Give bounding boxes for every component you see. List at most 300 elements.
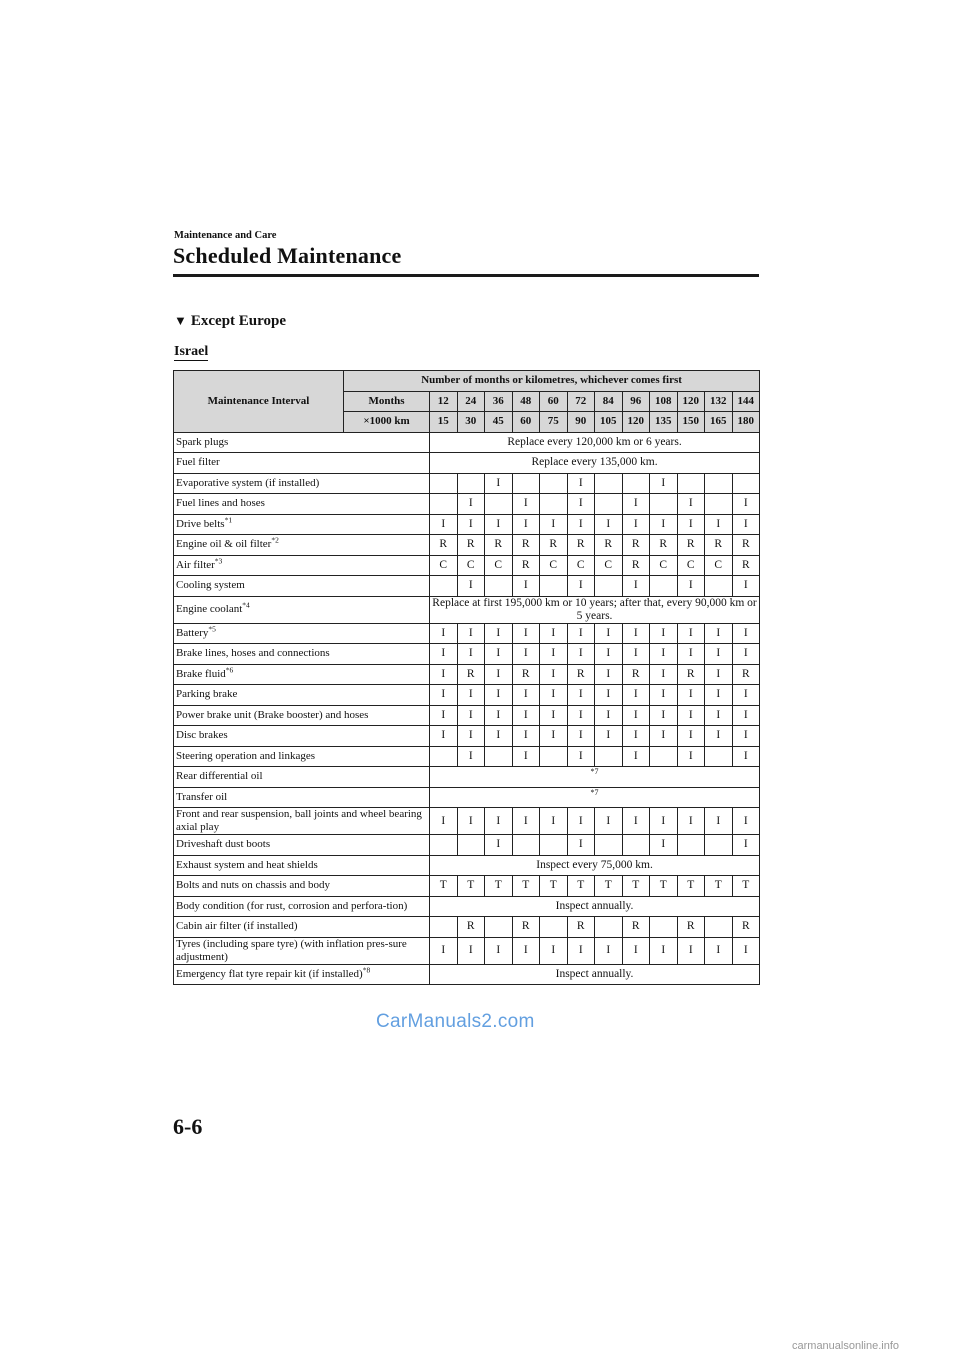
schedule-cell xyxy=(705,917,733,938)
table-row xyxy=(174,835,760,856)
maintenance-schedule-table xyxy=(173,370,760,985)
month-60: 60 xyxy=(540,391,568,412)
schedule-cell: R xyxy=(567,917,595,938)
schedule-cell: I xyxy=(732,623,760,644)
schedule-cell: I xyxy=(485,473,513,494)
item-text: Cooling system xyxy=(176,579,245,592)
schedule-cell: I xyxy=(567,473,595,494)
schedule-cell: I xyxy=(567,494,595,515)
schedule-cell: I xyxy=(512,726,540,747)
schedule-cell xyxy=(485,917,513,938)
schedule-cell: I xyxy=(457,705,485,726)
item-label xyxy=(174,917,430,938)
item-text: Rear differential oil xyxy=(176,770,263,783)
schedule-cell: I xyxy=(512,685,540,706)
schedule-cell: T xyxy=(677,876,705,897)
schedule-cell: I xyxy=(485,726,513,747)
item-label xyxy=(174,964,430,985)
schedule-cell: I xyxy=(732,835,760,856)
schedule-cell: R xyxy=(622,917,650,938)
schedule-cell: I xyxy=(512,514,540,535)
item-label xyxy=(174,664,430,685)
schedule-cell xyxy=(650,917,678,938)
schedule-cell: I xyxy=(595,726,623,747)
item-text: Air filter xyxy=(176,558,215,571)
schedule-cell xyxy=(430,746,458,767)
schedule-cell: R xyxy=(732,555,760,576)
km-150: 150 xyxy=(677,412,705,433)
schedule-cell: I xyxy=(567,644,595,665)
schedule-cell: I xyxy=(677,705,705,726)
schedule-cell: I xyxy=(677,937,705,964)
schedule-cell: I xyxy=(677,746,705,767)
item-text: Parking brake xyxy=(176,688,238,701)
interval-note: Inspect annually. xyxy=(430,896,760,917)
table-row xyxy=(174,555,760,576)
schedule-cell: R xyxy=(430,535,458,556)
schedule-cell: I xyxy=(732,644,760,665)
item-label xyxy=(174,726,430,747)
item-label xyxy=(174,596,430,623)
schedule-cell: R xyxy=(567,535,595,556)
schedule-cell: T xyxy=(430,876,458,897)
schedule-cell: I xyxy=(595,664,623,685)
schedule-cell: R xyxy=(677,664,705,685)
schedule-cell: I xyxy=(732,937,760,964)
table-row xyxy=(174,644,760,665)
schedule-cell: I xyxy=(732,576,760,597)
schedule-cell: C xyxy=(457,555,485,576)
month-48: 48 xyxy=(512,391,540,412)
schedule-cell: I xyxy=(622,746,650,767)
schedule-cell: R xyxy=(512,664,540,685)
interval-note: Replace every 120,000 km or 6 years. xyxy=(430,432,760,453)
item-text: Tyres (including spare tyre) (with inflation pres-sure adjustment) xyxy=(176,937,407,963)
table-row xyxy=(174,685,760,706)
schedule-cell: I xyxy=(430,937,458,964)
schedule-cell: I xyxy=(650,473,678,494)
footnote-ref: *2 xyxy=(271,535,279,545)
schedule-cell: I xyxy=(677,808,705,835)
footnote-ref: *7 xyxy=(590,767,599,777)
region-heading: Israel xyxy=(174,344,209,359)
schedule-cell: I xyxy=(677,623,705,644)
schedule-cell: I xyxy=(650,685,678,706)
schedule-cell xyxy=(457,473,485,494)
watermark: CarManuals2.com xyxy=(376,1011,535,1032)
schedule-cell xyxy=(540,576,568,597)
schedule-cell: I xyxy=(705,623,733,644)
footer-watermark: carmanualsonline.info xyxy=(792,1340,900,1352)
schedule-cell xyxy=(457,835,485,856)
item-label xyxy=(174,876,430,897)
schedule-cell: R xyxy=(457,917,485,938)
schedule-cell: I xyxy=(512,576,540,597)
subheading-text: Except Europe xyxy=(190,313,287,329)
table-row xyxy=(174,514,760,535)
schedule-cell xyxy=(705,494,733,515)
schedule-cell: R xyxy=(540,535,568,556)
month-72: 72 xyxy=(567,391,595,412)
schedule-cell: R xyxy=(622,535,650,556)
table-row xyxy=(174,473,760,494)
schedule-cell: C xyxy=(540,555,568,576)
schedule-cell: T xyxy=(540,876,568,897)
table-row xyxy=(174,855,760,876)
page-number: 6-6 xyxy=(173,1114,203,1139)
item-label xyxy=(174,623,430,644)
schedule-cell xyxy=(430,576,458,597)
item-text: Driveshaft dust boots xyxy=(176,838,271,851)
schedule-cell: I xyxy=(485,705,513,726)
schedule-cell: I xyxy=(540,685,568,706)
item-label xyxy=(174,576,430,597)
schedule-cell xyxy=(705,746,733,767)
table-row xyxy=(174,787,760,808)
interval-note xyxy=(430,767,760,788)
schedule-cell: R xyxy=(595,535,623,556)
schedule-cell: R xyxy=(512,917,540,938)
item-label xyxy=(174,835,430,856)
schedule-cell: I xyxy=(485,514,513,535)
schedule-cell: I xyxy=(595,623,623,644)
schedule-cell: I xyxy=(595,937,623,964)
interval-note: Replace every 135,000 km. xyxy=(430,453,760,474)
schedule-cell: I xyxy=(622,726,650,747)
schedule-cell: I xyxy=(677,685,705,706)
schedule-cell: I xyxy=(650,664,678,685)
table-row xyxy=(174,494,760,515)
schedule-cell: R xyxy=(732,664,760,685)
schedule-cell: I xyxy=(705,685,733,706)
schedule-cell: I xyxy=(457,937,485,964)
footnote-ref: *7 xyxy=(590,787,599,797)
schedule-cell: I xyxy=(677,494,705,515)
schedule-cell: I xyxy=(705,937,733,964)
schedule-cell xyxy=(540,494,568,515)
schedule-cell xyxy=(430,473,458,494)
schedule-cell: I xyxy=(540,808,568,835)
schedule-cell: T xyxy=(512,876,540,897)
schedule-cell: I xyxy=(485,808,513,835)
schedule-cell: I xyxy=(705,664,733,685)
schedule-cell xyxy=(650,746,678,767)
schedule-cell xyxy=(430,917,458,938)
schedule-cell: R xyxy=(677,917,705,938)
schedule-cell: I xyxy=(595,808,623,835)
table-row xyxy=(174,726,760,747)
schedule-cell: I xyxy=(512,494,540,515)
first-label: Number of months or kilometres, whichever comes first xyxy=(344,371,760,392)
item-label xyxy=(174,535,430,556)
item-text: Transfer oil xyxy=(176,790,228,803)
schedule-cell: I xyxy=(430,808,458,835)
schedule-cell: I xyxy=(457,808,485,835)
schedule-cell: I xyxy=(540,937,568,964)
km-135: 135 xyxy=(650,412,678,433)
months-label: Months xyxy=(344,391,430,412)
schedule-cell: I xyxy=(430,644,458,665)
km-75: 75 xyxy=(540,412,568,433)
item-label xyxy=(174,746,430,767)
month-144: 144 xyxy=(732,391,760,412)
km-180: 180 xyxy=(732,412,760,433)
schedule-cell xyxy=(485,576,513,597)
schedule-cell: I xyxy=(732,705,760,726)
schedule-cell: T xyxy=(622,876,650,897)
title-rule xyxy=(173,274,759,277)
schedule-cell: I xyxy=(650,705,678,726)
item-label xyxy=(174,937,430,964)
km-90: 90 xyxy=(567,412,595,433)
footnote-ref: *5 xyxy=(208,624,216,634)
schedule-cell: I xyxy=(622,623,650,644)
item-text: Front and rear suspension, ball joints and wheel bearing axial play xyxy=(176,808,422,833)
schedule-cell xyxy=(705,576,733,597)
schedule-cell: I xyxy=(430,685,458,706)
item-label xyxy=(174,555,430,576)
schedule-cell: I xyxy=(705,705,733,726)
schedule-cell: I xyxy=(457,685,485,706)
schedule-cell xyxy=(595,917,623,938)
table-row xyxy=(174,808,760,835)
schedule-cell: I xyxy=(567,746,595,767)
item-text: Spark plugs xyxy=(176,435,229,448)
item-label xyxy=(174,432,430,453)
item-text: Fuel lines and hoses xyxy=(176,497,265,510)
schedule-cell: I xyxy=(567,808,595,835)
item-text: Battery xyxy=(176,626,209,639)
schedule-cell xyxy=(677,473,705,494)
item-label xyxy=(174,685,430,706)
schedule-cell: R xyxy=(705,535,733,556)
item-text: Evaporative system (if installed) xyxy=(176,476,320,489)
item-text: Cabin air filter (if installed) xyxy=(176,920,298,933)
schedule-cell: I xyxy=(457,494,485,515)
table-row xyxy=(174,596,760,623)
triangle-down-icon: ▼ xyxy=(174,313,187,328)
schedule-cell: I xyxy=(677,576,705,597)
item-label xyxy=(174,896,430,917)
schedule-cell: I xyxy=(512,623,540,644)
subheading xyxy=(174,313,286,330)
schedule-cell: I xyxy=(567,726,595,747)
schedule-cell: R xyxy=(650,535,678,556)
schedule-cell: R xyxy=(512,535,540,556)
schedule-cell xyxy=(595,494,623,515)
item-text: Exhaust system and heat shields xyxy=(176,858,318,871)
schedule-cell: T xyxy=(595,876,623,897)
schedule-cell: I xyxy=(622,494,650,515)
item-label xyxy=(174,767,430,788)
schedule-cell: C xyxy=(595,555,623,576)
schedule-cell: I xyxy=(595,514,623,535)
schedule-cell: I xyxy=(485,623,513,644)
schedule-cell: I xyxy=(485,937,513,964)
schedule-cell xyxy=(540,835,568,856)
schedule-cell: I xyxy=(540,644,568,665)
schedule-cell: T xyxy=(567,876,595,897)
schedule-cell: C xyxy=(485,555,513,576)
schedule-cell: C xyxy=(677,555,705,576)
header-row-first xyxy=(174,371,760,392)
schedule-cell: I xyxy=(650,808,678,835)
schedule-cell: I xyxy=(732,746,760,767)
schedule-cell: R xyxy=(457,535,485,556)
schedule-cell xyxy=(650,494,678,515)
schedule-cell: I xyxy=(622,685,650,706)
item-label xyxy=(174,855,430,876)
schedule-cell xyxy=(485,494,513,515)
schedule-cell xyxy=(595,746,623,767)
table-row xyxy=(174,576,760,597)
schedule-cell: R xyxy=(732,917,760,938)
schedule-cell: I xyxy=(512,937,540,964)
schedule-cell: I xyxy=(650,937,678,964)
schedule-cell: T xyxy=(457,876,485,897)
item-label xyxy=(174,705,430,726)
item-text: Engine oil & oil filter xyxy=(176,538,272,551)
schedule-cell: I xyxy=(540,705,568,726)
schedule-cell xyxy=(705,473,733,494)
item-label xyxy=(174,494,430,515)
interval-label: Maintenance Interval xyxy=(174,371,344,433)
schedule-cell: T xyxy=(485,876,513,897)
schedule-cell: I xyxy=(485,835,513,856)
interval-note: Replace at first 195,000 km or 10 years; after that, every 90,000 km or 5 years. xyxy=(430,596,760,623)
schedule-cell: R xyxy=(457,664,485,685)
schedule-cell: I xyxy=(430,623,458,644)
item-text: Body condition (for rust, corrosion and perfora-tion) xyxy=(176,899,408,912)
month-108: 108 xyxy=(650,391,678,412)
month-12: 12 xyxy=(430,391,458,412)
footnote-ref: *4 xyxy=(242,600,250,610)
schedule-cell: I xyxy=(732,685,760,706)
schedule-cell: I xyxy=(595,705,623,726)
schedule-cell: I xyxy=(622,937,650,964)
item-label xyxy=(174,453,430,474)
schedule-cell xyxy=(540,473,568,494)
schedule-cell: I xyxy=(650,644,678,665)
schedule-cell: I xyxy=(485,685,513,706)
item-label xyxy=(174,787,430,808)
footnote-ref: *8 xyxy=(362,965,371,975)
schedule-cell: R xyxy=(622,555,650,576)
schedule-cell: I xyxy=(567,685,595,706)
item-label xyxy=(174,808,430,835)
schedule-cell: I xyxy=(540,664,568,685)
schedule-cell: T xyxy=(705,876,733,897)
schedule-cell: I xyxy=(732,514,760,535)
schedule-cell: I xyxy=(567,514,595,535)
schedule-cell: I xyxy=(430,514,458,535)
schedule-cell: I xyxy=(540,726,568,747)
schedule-cell: I xyxy=(512,705,540,726)
item-label xyxy=(174,644,430,665)
km-105: 105 xyxy=(595,412,623,433)
item-label xyxy=(174,514,430,535)
page-title: Scheduled Maintenance xyxy=(173,243,402,268)
item-text: Emergency flat tyre repair kit (if installed) xyxy=(176,967,363,980)
schedule-cell: I xyxy=(457,644,485,665)
table-row xyxy=(174,705,760,726)
schedule-cell xyxy=(732,473,760,494)
table-row xyxy=(174,917,760,938)
schedule-cell: R xyxy=(732,535,760,556)
schedule-cell: I xyxy=(705,808,733,835)
month-120: 120 xyxy=(677,391,705,412)
km-120: 120 xyxy=(622,412,650,433)
schedule-cell: I xyxy=(540,514,568,535)
table-row xyxy=(174,896,760,917)
schedule-cell: I xyxy=(430,705,458,726)
schedule-cell: I xyxy=(512,808,540,835)
table-row xyxy=(174,767,760,788)
schedule-cell xyxy=(485,746,513,767)
schedule-cell: T xyxy=(732,876,760,897)
item-text: Disc brakes xyxy=(176,729,228,742)
item-text: Brake fluid xyxy=(176,667,226,680)
km-165: 165 xyxy=(705,412,733,433)
schedule-cell: I xyxy=(622,705,650,726)
schedule-cell: C xyxy=(567,555,595,576)
schedule-cell: I xyxy=(512,644,540,665)
schedule-cell: I xyxy=(677,644,705,665)
schedule-cell xyxy=(705,835,733,856)
schedule-cell: I xyxy=(650,726,678,747)
interval-note: Inspect annually. xyxy=(430,964,760,985)
item-text: Brake lines, hoses and connections xyxy=(176,647,330,660)
schedule-cell: I xyxy=(650,623,678,644)
schedule-cell: I xyxy=(622,576,650,597)
schedule-cell: C xyxy=(705,555,733,576)
schedule-cell xyxy=(650,576,678,597)
schedule-cell xyxy=(595,473,623,494)
footnote-ref: *3 xyxy=(214,556,223,566)
schedule-cell: I xyxy=(705,644,733,665)
schedule-cell: R xyxy=(677,535,705,556)
schedule-cell: I xyxy=(430,664,458,685)
table-row xyxy=(174,535,760,556)
schedule-cell: C xyxy=(430,555,458,576)
month-24: 24 xyxy=(457,391,485,412)
schedule-cell: I xyxy=(732,494,760,515)
schedule-cell: I xyxy=(705,726,733,747)
schedule-cell: R xyxy=(567,664,595,685)
schedule-cell xyxy=(430,494,458,515)
schedule-cell: I xyxy=(567,835,595,856)
schedule-cell: I xyxy=(595,644,623,665)
footnote-ref: *1 xyxy=(224,515,233,525)
footnote-ref: *6 xyxy=(225,665,234,675)
schedule-cell xyxy=(595,835,623,856)
schedule-cell xyxy=(540,746,568,767)
schedule-cell: I xyxy=(567,705,595,726)
table-row xyxy=(174,623,760,644)
schedule-cell: I xyxy=(622,644,650,665)
schedule-cell: I xyxy=(650,514,678,535)
schedule-cell: I xyxy=(705,514,733,535)
schedule-cell: R xyxy=(622,664,650,685)
schedule-cell: I xyxy=(485,664,513,685)
table-row xyxy=(174,432,760,453)
schedule-cell: T xyxy=(650,876,678,897)
schedule-cell: I xyxy=(595,685,623,706)
month-132: 132 xyxy=(705,391,733,412)
schedule-cell xyxy=(677,835,705,856)
schedule-cell: I xyxy=(567,623,595,644)
schedule-cell: R xyxy=(512,555,540,576)
